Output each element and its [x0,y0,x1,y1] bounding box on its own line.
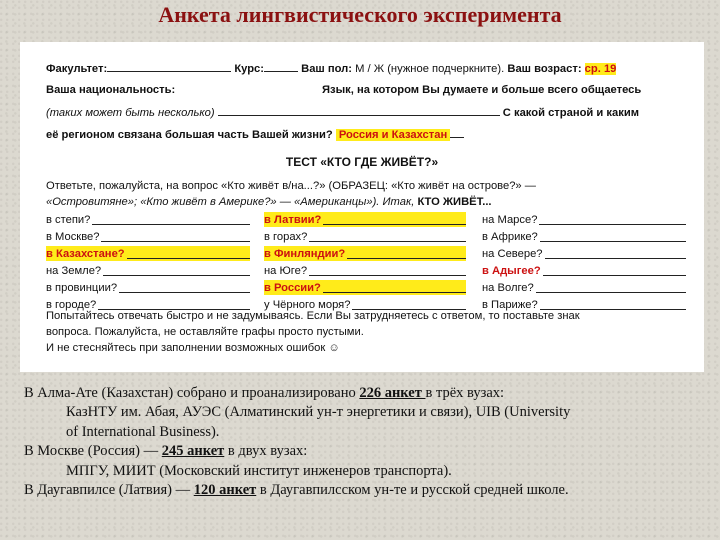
answer-blank [540,229,686,242]
answer-cell [264,229,466,244]
question-label: на Марсе? [482,214,538,226]
question-label: на Волге? [482,282,534,294]
info-universities-almaty: КазНТУ им. Абая, АУЭС (Алматинский ун-т энергетики и связи), UIB (University [66,404,571,421]
info-text-span: В Даугавпилсе (Латвия) — [24,482,194,499]
info-text-span: в двух вузах: [224,443,308,460]
answer-blank [539,212,686,225]
region-answer: Россия и Казахстан [336,129,450,141]
answer-blank [309,229,466,242]
answer-cell [46,229,250,244]
footer-line-2: вопроса. Пожалуйста, не оставляйте графы просто пустыми. [46,326,364,338]
answer-blank [323,280,466,293]
answer-cell [482,246,686,261]
answer-blank [545,246,686,259]
answer-blank [92,212,250,225]
answer-cell [482,280,686,295]
answer-cell [46,263,250,278]
question-label: в городе? [46,299,97,311]
test-title: ТЕСТ «КТО ГДЕ ЖИВЁТ?» [285,155,439,169]
region-question: её регионом связана большая часть Вашей жизни? [46,129,333,141]
info-text-span: в Даугавпилсском ун-те и русской средней школе. [256,482,569,499]
info-paragraph-moscow [24,442,714,461]
info-text [24,384,714,500]
answer-blank [119,280,250,293]
form-row-4 [46,126,464,143]
count-moscow: 245 анкет [161,443,225,460]
answer-cell [46,280,250,295]
footer-line-3: И не стесняйтесь при заполнении возможных ошибок ☺ [46,342,340,354]
info-text-span: В Алма-Ате (Казахстан) собрано и проанализировано [24,385,360,401]
region-blank [450,126,464,138]
form-row-3 [46,104,639,121]
info-text-span: В Москве (Россия) — [24,443,162,460]
question-label: у Чёрного моря? [264,299,351,311]
note-text: (таких может быть несколько) [46,107,215,119]
question-label: на Земле? [46,265,102,277]
gender-note: М / Ж (нужное подчеркните). [355,63,505,75]
question-label: в Латвии? [264,214,322,226]
answer-blank [323,212,466,225]
who-lives-label: КТО ЖИВЁТ... [417,196,492,208]
answer-cell [482,212,686,227]
faculty-blank [107,60,231,72]
question-label: в Финляндии? [264,248,346,260]
info-universities-moscow: МПГУ, МИИТ (Московский институт инженеров транспорта). [66,462,452,479]
info-paragraph-almaty [24,384,714,403]
answer-cell [264,212,466,227]
question-label: в Адыгее? [482,265,541,277]
question-label: на Севере? [482,248,543,260]
question-label: на Юге? [264,265,308,277]
instruction-text: «Островитяне»; «Кто живёт в Америке?» — «Американцы»). Итак, [46,196,418,208]
question-label: в Москве? [46,231,100,243]
answer-blank [543,263,686,276]
language-blank [218,104,500,116]
answer-cell [46,246,250,261]
nationality-label: Ваша национальность: [46,84,176,96]
question-label: в Африке? [482,231,538,243]
form-row-1 [46,60,616,77]
answer-cell [264,280,466,295]
answer-cell [46,212,250,227]
instruction-line-1: Ответьте, пожалуйста, на вопрос «Кто живёт в/на...?» (ОБРАЗЕЦ: «Кто живёт на острове?» — [46,180,536,192]
question-label: в Казахстане? [46,248,125,260]
question-label: в степи? [46,214,91,226]
answer-blank [536,280,686,293]
answer-blank [103,263,250,276]
question-label: в провинции? [46,282,118,294]
answer-blank [347,246,466,259]
question-label: в горах? [264,231,308,243]
footer-line-1: Попытайтесь отвечать быстро и не задумываясь. Если Вы затрудняетесь с ответом, то поставьте знак [46,310,580,322]
age-label: Ваш возраст: [507,63,582,75]
language-label: Язык, на котором Вы думаете и больше всего общаетесь [322,84,642,96]
answer-blank [101,229,250,242]
info-text-span: в трёх вузах: [425,385,505,401]
gender-label: Ваш пол: [301,63,352,75]
course-label: Курс: [234,63,264,75]
info-paragraph-daugavpils [24,481,714,500]
answer-cell [482,229,686,244]
instruction-line-2 [46,194,492,210]
answer-cell [264,246,466,261]
info-universities-almaty-cont: of International Business). [66,423,220,440]
question-label: в Париже? [482,299,538,311]
answer-blank [309,263,466,276]
question-label: в России? [264,282,321,294]
slide-title: Анкета лингвистического эксперимента [158,2,562,27]
answer-cell [482,263,686,278]
age-value: ср. 19 [584,63,617,75]
answer-cell [264,263,466,278]
country-question: С какой страной и каким [502,107,639,119]
count-daugavpils: 120 анкет [193,482,257,499]
count-almaty: 226 анкет [359,385,426,401]
questionnaire-form [20,42,704,372]
course-blank [264,60,298,72]
answer-blank [127,246,250,259]
faculty-label: Факультет: [46,63,108,75]
